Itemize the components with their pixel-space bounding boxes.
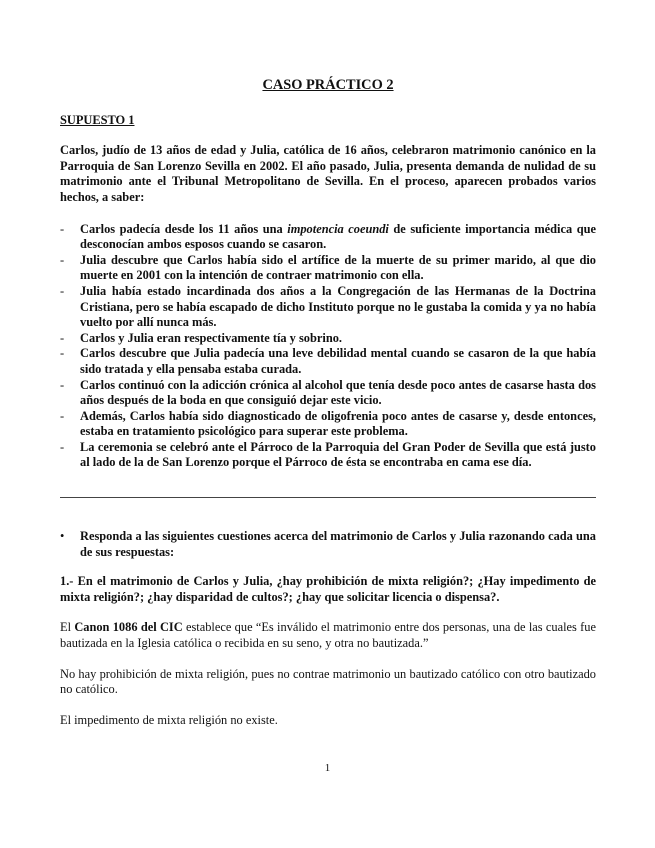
dash-marker: - <box>60 252 65 267</box>
fact-text: Carlos descubre que Julia padecía una leve debilidad mental cuando se casaron de la que había sido tratada y ella pensaba estaba curada. <box>80 346 596 376</box>
fact-text: La ceremonia se celebró ante el Párroco de la Parroquia del Gran Poder de Sevilla que está justo al lado de la de San Lorenzo porque el Párroco de ésta se encontraba en cama ese día. <box>80 439 596 470</box>
dash-marker: - <box>60 408 65 423</box>
fact-item <box>60 409 596 440</box>
answer-paragraph-2: No hay prohibición de mixta religión, pues no contrae matrimonio un bautizado católico con otro bautizado no católico. <box>60 666 596 697</box>
instruction-bullet <box>60 529 596 560</box>
fact-item <box>60 378 596 409</box>
question-1: 1.- En el matrimonio de Carlos y Julia, ¿hay prohibición de mixta religión?; ¿Hay impedimento de mixta religión?; ¿hay disparidad de cultos?; ¿hay que solicitar licencia o dispensa?. <box>60 574 596 604</box>
dash-marker: - <box>60 346 65 361</box>
horizontal-divider <box>60 497 596 498</box>
dash-marker: - <box>60 377 65 392</box>
document-body <box>60 78 596 743</box>
facts-list <box>60 222 596 472</box>
instruction-text: Responda a las siguientes cuestiones acerca del matrimonio de Carlos y Julia razonando cada una de sus respuestas: <box>80 529 596 559</box>
canon-paragraph <box>60 620 596 651</box>
document-title: CASO PRÁCTICO 2 <box>262 77 394 93</box>
fact-text: Carlos continuó con la adicción crónica al alcohol que tenía desde poco antes de casarse hasta dos años después de la boda en que consiguió dejar este vicio. <box>80 377 596 408</box>
fact-text: Además, Carlos había sido diagnosticado de oligofrenia poco antes de casarse y, desde entonces, estaba en tratamiento psicológico para superar este problema. <box>80 408 596 439</box>
fact-text-post: de suficiente importancia médica que desconocían ambos esposos cuando se casaron. <box>80 221 596 252</box>
dash-marker: - <box>60 439 65 454</box>
fact-text-italic: impotencia coeundi <box>287 221 389 236</box>
dash-marker: - <box>60 283 65 298</box>
canon-text-post: establece que “Es inválido el matrimonio entre dos personas, una de las cuales fue bautizada en la Iglesia católica o recibida en su seno, y otra no bautizada.” <box>60 620 596 651</box>
canon-reference: Canon 1086 del CIC <box>74 620 183 635</box>
fact-item <box>60 284 596 331</box>
canon-text-pre: El <box>60 620 75 635</box>
page-number: 1 <box>324 762 331 774</box>
fact-item <box>60 440 596 471</box>
fact-item <box>60 331 596 347</box>
intro-paragraph: Carlos, judío de 13 años de edad y Julia, católica de 16 años, celebraron matrimonio canónico en la Parroquia de San Lorenzo Sevilla en 2002. El año pasado, Julia, presenta demanda de nulidad de su matrimonio ante el Tribunal Metropolitano de Sevilla. En el proceso, aparecen probados varios hechos, a saber: <box>60 143 596 204</box>
fact-item <box>60 253 596 284</box>
fact-text: Julia había estado incardinada dos años a la Congregación de las Hermanas de la Doctrina Cristiana, pero se había escapado de dicho Instituto porque no le gustaba la comida y ya no había vuelto por allí nunca más. <box>80 283 596 330</box>
dash-marker: - <box>60 330 65 345</box>
fact-text: Julia descubre que Carlos había sido el artífice de la muerte de su primer marido, al que dio muerte en 2001 con la intención de contraer matrimonio con ella. <box>80 252 596 283</box>
fact-item <box>60 222 596 253</box>
dash-marker: - <box>60 221 65 236</box>
fact-text-pre: Carlos padecía desde los 11 años una <box>80 221 288 236</box>
fact-item <box>60 346 596 377</box>
fact-text: Carlos y Julia eran respectivamente tía y sobrino. <box>80 330 343 345</box>
bullet-marker: • <box>60 529 65 544</box>
answer-paragraph-3: El impedimento de mixta religión no existe. <box>60 712 278 727</box>
section-subtitle: SUPUESTO 1 <box>60 112 135 127</box>
